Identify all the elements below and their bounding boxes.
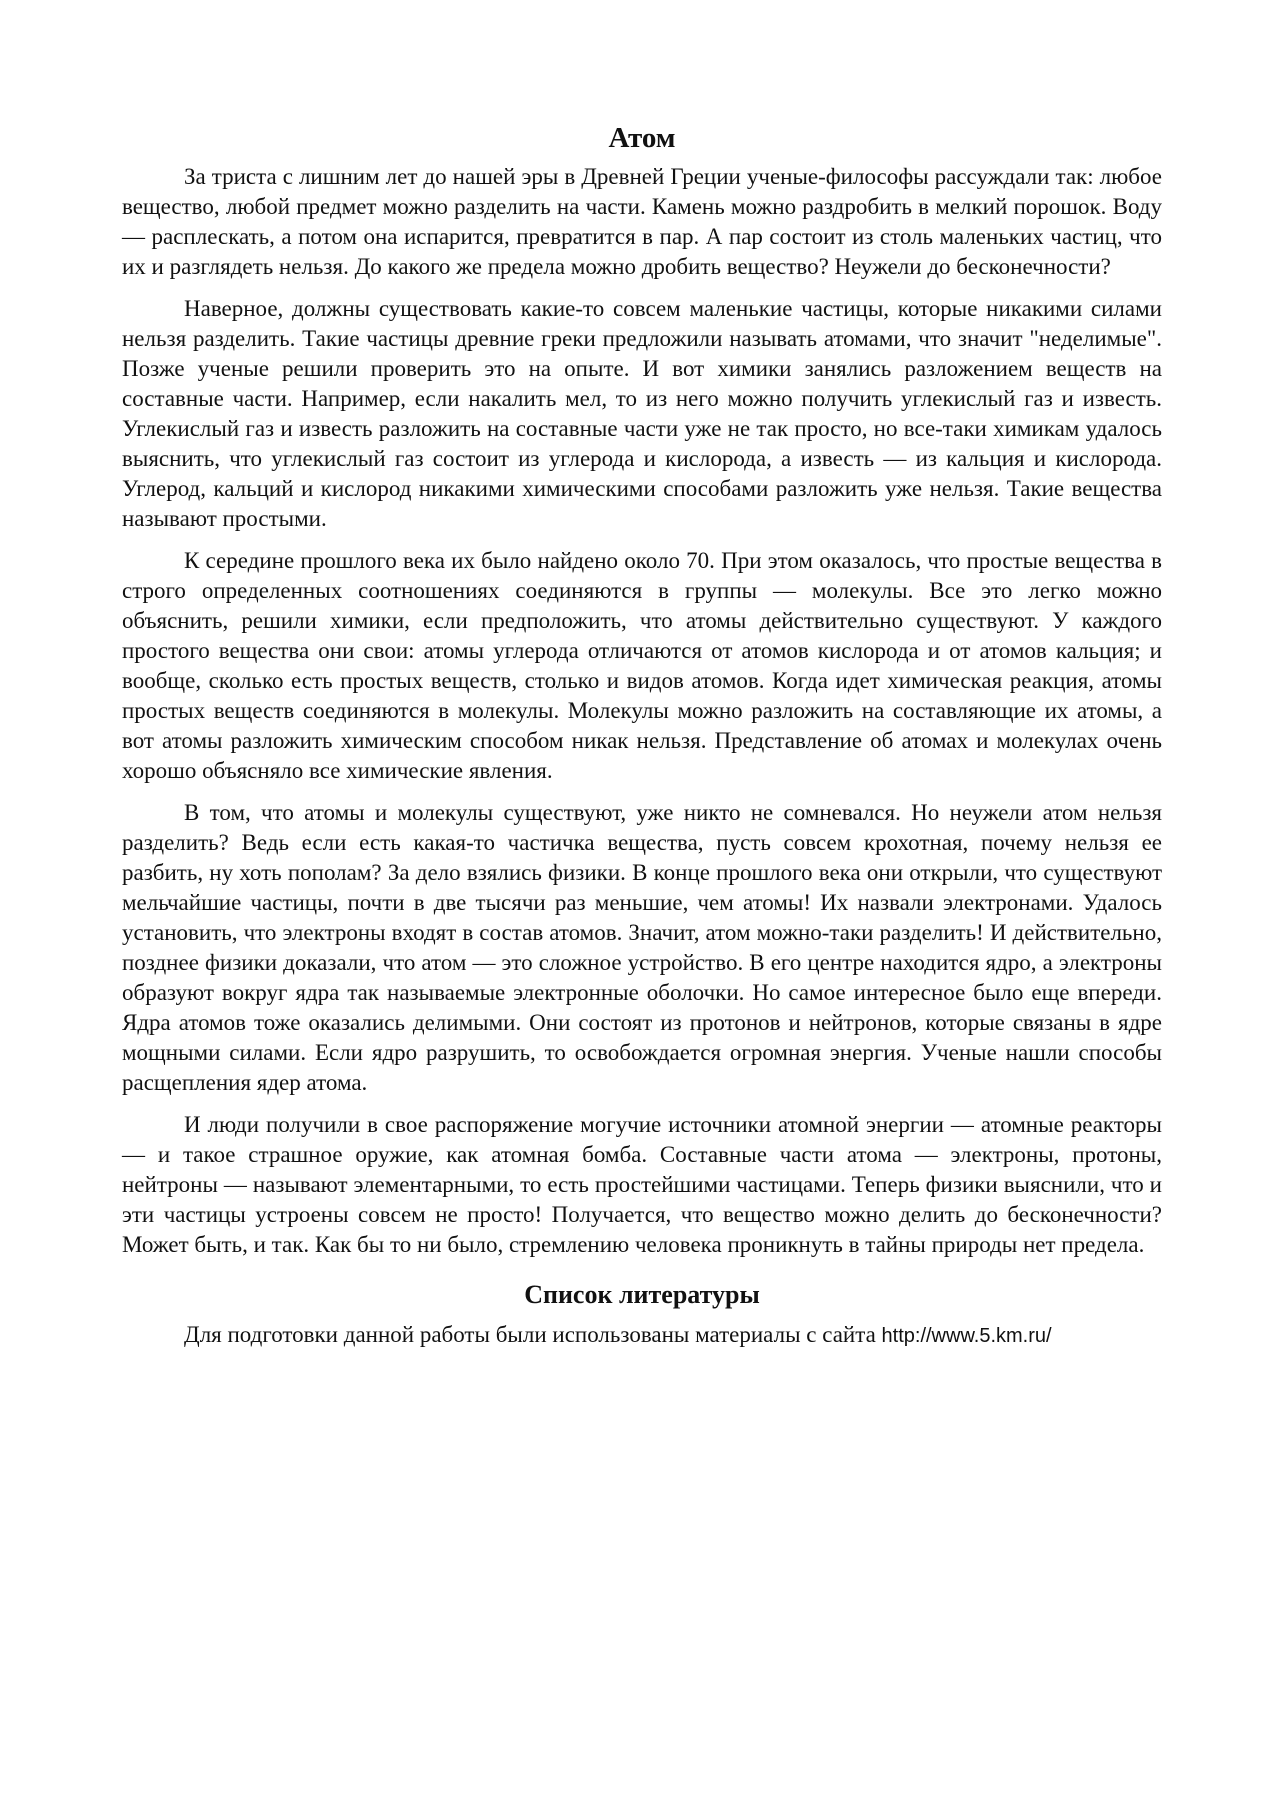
- paragraph-1: За триста с лишним лет до нашей эры в Древней Греции ученые-философы рассуждали так: любое вещество, любой предмет можно разделить на части. Камень можно раздробить в мелкий порошок. Воду — расплескать, а потом она испарится, превратится в пар. А пар состоит из столь маленьких частиц, что их и разглядеть нельзя. До какого же предела можно дробить вещество? Неужели до бесконечности?: [122, 164, 1162, 279]
- document-title: Атом: [608, 122, 676, 154]
- paragraph-3: К середине прошлого века их было найдено около 70. При этом оказалось, что простые вещества в строго определенных соотношениях соединяются в группы — молекулы. Все это легко можно объяснить, решили химики, если предположить, что атомы действительно существуют. У каждого простого вещества они свои: атомы углерода отличаются от атомов кислорода и от атомов кальция; и вообще, сколько есть простых веществ, столько и видов атомов. Когда идет химическая реакция, атомы простых веществ соединяются в молекулы. Молекулы можно разложить на составляющие их атомы, а вот атомы разложить химическим способом никак нельзя. Представление об атомах и молекулах очень хорошо объясняло все химические явления.: [122, 548, 1162, 783]
- paragraph-2: Наверное, должны существовать какие-то совсем маленькие частицы, которые никакими силами нельзя разделить. Такие частицы древние греки предложили называть атомами, что значит "неделимые". Позже ученые решили проверить это на опыте. И вот химики занялись разложением веществ на составные части. Например, если накалить мел, то из него можно получить углекислый газ и известь. Углекислый газ и известь разложить на составные части уже не так просто, но все-таки химикам удалось выяснить, что углекислый газ состоит из углерода и кислорода, а известь — из кальция и кислорода. Углерод, кальций и кислород никакими химическими способами разложить уже нельзя. Такие вещества называют простыми.: [122, 296, 1162, 531]
- references-text: [122, 1320, 1162, 1351]
- paragraph-4: В том, что атомы и молекулы существуют, уже никто не сомневался. Но неужели атом нельзя разделить? Ведь если есть какая-то частичка вещества, пусть совсем крохотная, почему нельзя ее разбить, ну хоть пополам? За дело взялись физики. В конце прошлого века они открыли, что существуют мельчайшие частицы, почти в две тысячи раз меньшие, чем атомы! Их назвали электронами. Удалось установить, что электроны входят в состав атомов. Значит, атом можно-таки разделить! И действительно, позднее физики доказали, что атом — это сложное устройство. В его центре находится ядро, а электроны образуют вокруг ядра так называемые электронные оболочки. Но самое интересное было еще впереди. Ядра атомов тоже оказались делимыми. Они состоят из протонов и нейтронов, которые связаны в ядре мощными силами. Если ядро разрушить, то освобождается огромная энергия. Ученые нашли способы расщепления ядер атома.: [122, 800, 1162, 1095]
- paragraph-5: И люди получили в свое распоряжение могучие источники атомной энергии — атомные реакторы — и такое страшное оружие, как атомная бомба. Составные части атома — электроны, протоны, нейтроны — называют элементарными, то есть простейшими частицами. Теперь физики выяснили, что и эти частицы устроены совсем не просто! Получается, что вещество можно делить до бесконечности? Может быть, и так. Как бы то ни было, стремлению человека проникнуть в тайны природы нет предела.: [122, 1112, 1162, 1257]
- references-title: Список литературы: [524, 1280, 760, 1309]
- references-sentence: Для подготовки данной работы были использованы материалы с сайта: [184, 1322, 876, 1347]
- source-url-link[interactable]: http://www.5.km.ru/: [881, 1325, 1052, 1347]
- document-page: [122, 120, 1162, 1351]
